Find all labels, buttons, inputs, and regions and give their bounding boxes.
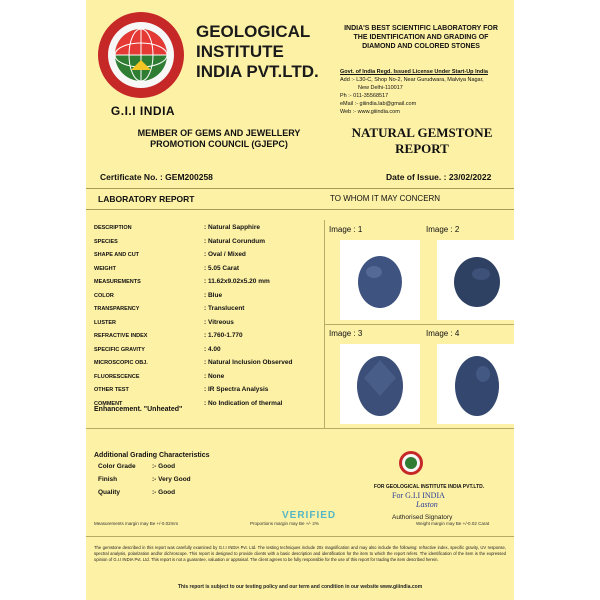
measurement-margin: Measurements margin may Be +/-0.02mm bbox=[94, 521, 179, 526]
image-4-label: Image : 4 bbox=[426, 329, 460, 338]
detail-key: OTHER TEST bbox=[94, 387, 129, 393]
grading-title: Additional Grading Characteristics bbox=[94, 452, 210, 459]
verified-stamp: VERIFIED bbox=[282, 510, 337, 521]
detail-value: : None bbox=[204, 372, 225, 380]
report-title bbox=[330, 125, 514, 157]
detail-key: SPECIES bbox=[94, 238, 118, 245]
detail-key: MEASUREMENTS bbox=[94, 279, 141, 285]
image-4-frame bbox=[437, 344, 514, 424]
member-line-1: MEMBER OF GEMS AND JEWELLERY bbox=[137, 128, 301, 138]
org-name-line-1: GEOLOGICAL bbox=[196, 22, 311, 41]
detail-row bbox=[94, 290, 326, 304]
grading-key: Finish bbox=[98, 476, 118, 483]
sapphire-icon bbox=[340, 240, 420, 320]
report-title-line-1: NATURAL GEMSTONE bbox=[351, 125, 493, 140]
image-1-frame bbox=[340, 240, 420, 320]
detail-value: : Natural Corundum bbox=[204, 237, 266, 245]
footnote-text: The gemstone described in this report was carefully examined by G.I.I INDIA Pvt. Ltd. The testing techniques include 20x magnification and may also include the following: refractive index, specific gravity, UV response, spectral analysis, polarization and/or dichroscope. This report is designed to provide clients with a basic description and identification for the item to which the report refers. The identification of the item is the expressed opinion of G.I.I INDIA Pvt. Ltd. This report is not a guarantee, valuation or appraisal. The client agrees to be fully responsible for the use of this report for trading the item described herein. bbox=[94, 545, 506, 563]
to-whom-label: TO WHOM IT MAY CONCERN bbox=[330, 194, 441, 203]
for-gii-text: For G.I.I INDIA bbox=[392, 491, 445, 500]
grading-section bbox=[94, 452, 264, 502]
grading-value: :- Good bbox=[152, 463, 176, 470]
member-line-2: PROMOTION COUNCIL (GJEPC) bbox=[150, 139, 288, 149]
address-line-2: New Delhi-110017 bbox=[358, 85, 403, 91]
institute-name bbox=[196, 22, 319, 82]
detail-value: : IR Spectra Analysis bbox=[204, 386, 269, 393]
grading-key: Color Grade bbox=[98, 463, 136, 470]
detail-value: : Blue bbox=[204, 291, 223, 299]
detail-row bbox=[94, 330, 326, 344]
detail-key: SHAPE AND CUT bbox=[94, 252, 140, 258]
detail-value: : No Indication of thermal bbox=[204, 399, 283, 407]
image-3-label: Image : 3 bbox=[329, 329, 363, 338]
web-text: Web :- www.giiindia.com bbox=[340, 109, 400, 115]
detail-value: : Vitreous bbox=[204, 318, 234, 326]
institute-logo-icon bbox=[96, 10, 186, 100]
contact-block bbox=[340, 68, 510, 116]
detail-row bbox=[94, 222, 326, 236]
detail-row bbox=[94, 236, 326, 250]
image-1-box bbox=[325, 221, 426, 324]
detail-value: : 5.05 Carat bbox=[204, 264, 240, 272]
proportion-margin: Proportions margin may Be +/- 2% bbox=[250, 521, 319, 526]
detail-key: DESCRIPTION bbox=[94, 225, 132, 231]
detail-key: MICROSCOPIC OBJ. bbox=[94, 360, 148, 366]
detail-value: : 11.62x9.02x5.20 mm bbox=[204, 278, 270, 285]
tagline-line-2: THE IDENTIFICATION AND GRADING OF bbox=[353, 34, 489, 41]
logo-label: G.I.I INDIA bbox=[110, 104, 176, 118]
detail-row bbox=[94, 249, 326, 263]
phone-text: Ph :- 011-35568517 bbox=[340, 93, 389, 99]
detail-row bbox=[94, 276, 326, 290]
signature-text: Laston bbox=[416, 500, 438, 509]
detail-value: : Translucent bbox=[204, 305, 245, 312]
detail-key: COLOR bbox=[94, 292, 114, 299]
detail-value: : Oval / Mixed bbox=[204, 251, 246, 258]
detail-key: REFRACTIVE INDEX bbox=[94, 333, 148, 339]
image-1-label: Image : 1 bbox=[329, 225, 363, 234]
detail-key: WEIGHT bbox=[94, 265, 116, 272]
report-title-line-2: REPORT bbox=[395, 141, 449, 156]
tagline-line-1: INDIA'S BEST SCIENTIFIC LABORATORY FOR bbox=[344, 25, 498, 32]
grading-row bbox=[94, 489, 264, 502]
image-4-box bbox=[422, 325, 514, 428]
detail-value: : 1.760-1.770 bbox=[204, 332, 243, 339]
detail-value: : Natural Inclusion Observed bbox=[204, 359, 293, 366]
date-of-issue: Date of Issue. : 23/02/2022 bbox=[386, 172, 492, 182]
enhancement-text: Enhancement. "Unheated" bbox=[94, 406, 183, 413]
section-divider bbox=[86, 428, 514, 429]
detail-key: LUSTER bbox=[94, 319, 116, 326]
detail-key: FLUORESCENCE bbox=[94, 373, 140, 380]
tagline bbox=[336, 24, 506, 51]
detail-value: : 4.00 bbox=[204, 345, 221, 353]
detail-row bbox=[94, 357, 326, 371]
grading-row bbox=[94, 463, 264, 476]
certificate-number: Certificate No. : GEM200258 bbox=[100, 172, 213, 182]
grading-key: Quality bbox=[98, 489, 121, 496]
detail-key: SPECIFIC GRAVITY bbox=[94, 346, 145, 353]
license-text: Govt. of India Regd. Issued License Under Start-Up India bbox=[340, 69, 488, 75]
for-company-line: FOR GEOLOGICAL INSTITUTE INDIA PVT.LTD. bbox=[373, 484, 485, 490]
image-2-label: Image : 2 bbox=[426, 225, 460, 234]
authorised-signatory: Authorised Signatory bbox=[392, 514, 453, 521]
detail-row bbox=[94, 384, 326, 398]
sapphire-icon bbox=[437, 344, 514, 424]
grading-value: :- Good bbox=[152, 489, 176, 496]
address-line-1: Add :- L30-C, Shop No-2, Near Gurudwara, Malviya Nagar, bbox=[340, 77, 484, 83]
email-text: eMail :- giiindia.lab@gmail.com bbox=[340, 101, 417, 107]
image-3-frame bbox=[340, 344, 420, 424]
image-3-box bbox=[325, 325, 426, 428]
grading-value: :- Very Good bbox=[152, 476, 191, 483]
policy-line: This report is subject to our testing policy and our term and condition in our website www.giiindia.com bbox=[177, 584, 423, 590]
sapphire-icon bbox=[437, 240, 514, 320]
org-name-line-2: INSTITUTE bbox=[196, 42, 284, 61]
weight-margin: Weight margin may Be +/-0.02 Carat bbox=[416, 521, 490, 526]
detail-value: : Natural Sapphire bbox=[204, 224, 260, 231]
org-name-line-3: INDIA PVT.LTD. bbox=[196, 62, 319, 81]
report-bar bbox=[86, 188, 514, 210]
details-table bbox=[94, 222, 326, 411]
seal-icon bbox=[398, 450, 424, 476]
sapphire-icon bbox=[340, 344, 420, 424]
detail-row bbox=[94, 344, 326, 358]
detail-row bbox=[94, 317, 326, 331]
gemstone-certificate bbox=[86, 0, 514, 600]
member-text bbox=[104, 128, 334, 150]
detail-row bbox=[94, 371, 326, 385]
tagline-line-3: DIAMOND AND COLORED STONES bbox=[362, 43, 480, 50]
image-2-box bbox=[422, 221, 514, 324]
detail-key: COMMENT bbox=[94, 400, 123, 407]
footer-divider bbox=[86, 536, 514, 537]
grading-row bbox=[94, 476, 264, 489]
detail-row bbox=[94, 303, 326, 317]
image-2-frame bbox=[437, 240, 514, 320]
detail-row bbox=[94, 263, 326, 277]
detail-key: TRANSPARENCY bbox=[94, 306, 140, 312]
lab-report-label: LABORATORY REPORT bbox=[98, 194, 195, 204]
